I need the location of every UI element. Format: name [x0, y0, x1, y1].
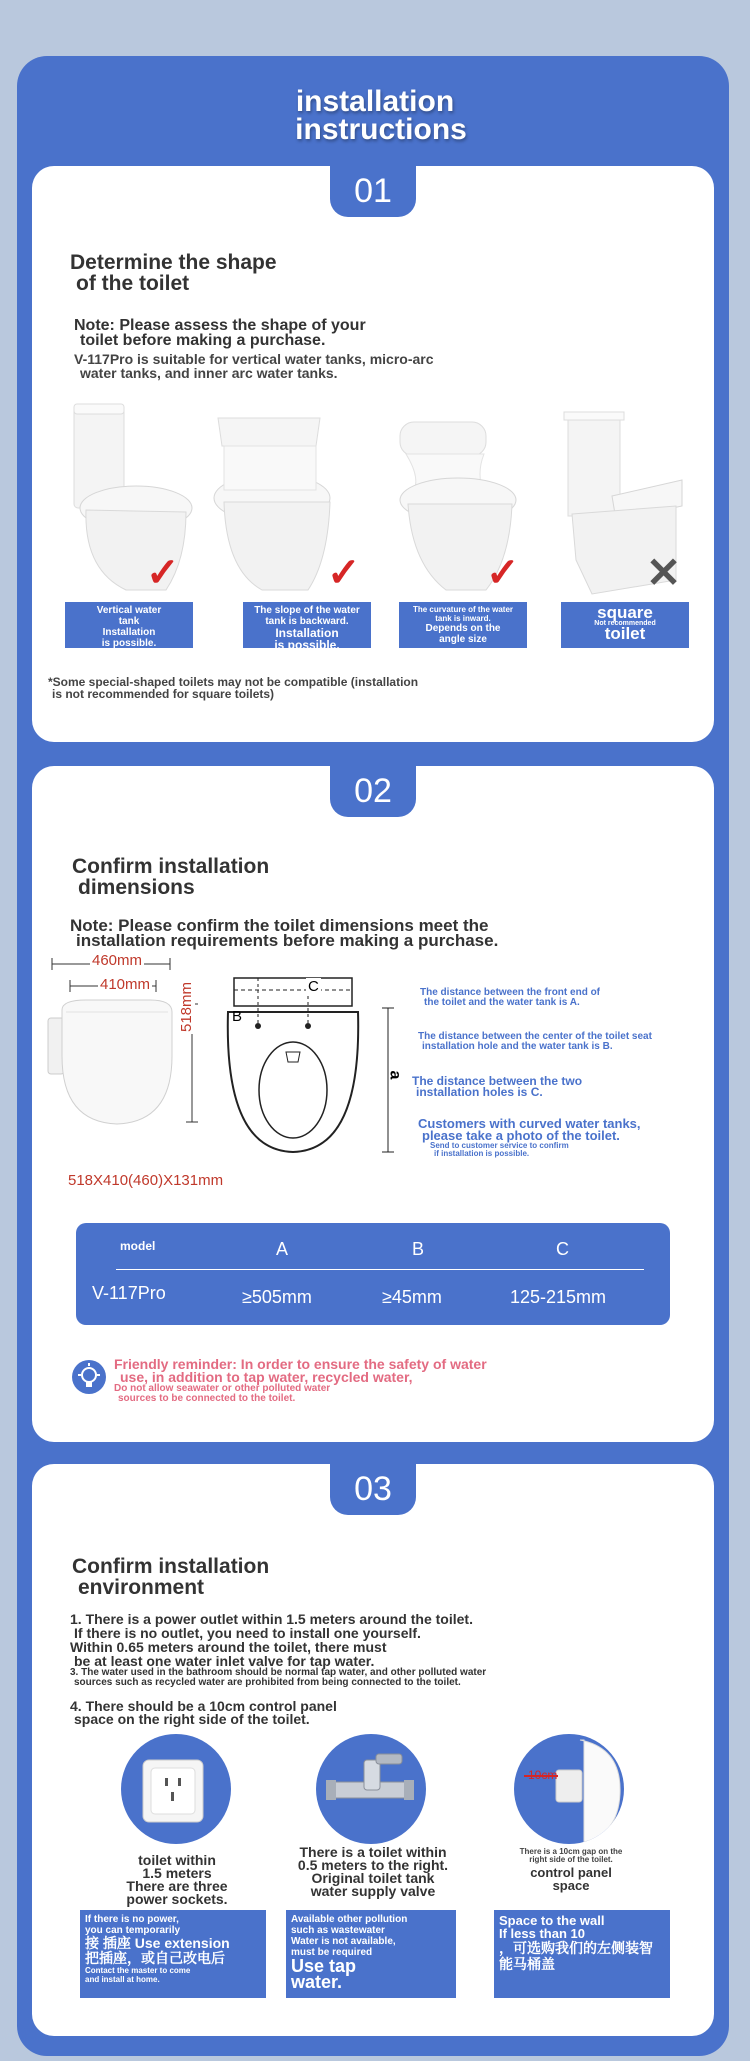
table-cell-c: 125-215mm — [510, 1287, 607, 1307]
table-header-c: C — [556, 1239, 569, 1259]
table-cell-b: ≥45mm — [382, 1287, 442, 1307]
tap-water-box: Available other pollution such as wastewater Water is not available, must be required Use tap water. — [286, 1910, 456, 1998]
toilet-label-1: Vertical water tank Installation is possible. — [65, 602, 193, 648]
section-environment-card — [32, 1464, 714, 2036]
gap-small-note: There is a 10cm gap on the right side of the toilet. — [519, 1847, 623, 1864]
no-power-box: If there is no power, you can temporarily 接 插座 Use extension 把插座，或自己改电后 Contact the master to come and install at home. — [80, 1910, 266, 1998]
x-icon: ✕ — [646, 549, 682, 596]
section-badge: 02 — [330, 765, 416, 817]
table-header-b: B — [412, 1239, 425, 1259]
diagram-label-a: a — [386, 1070, 404, 1080]
toilet-label-2: The slope of the water tank is backward. Installation is possible. — [243, 602, 371, 648]
wall-space-box: Space to the wall If less than 10 ，可选购我们的左侧装智 能马桶盖 — [494, 1910, 670, 1998]
section-shape-card — [32, 166, 714, 742]
toilet-topview-diagram — [218, 970, 418, 1160]
toilet-label-3: The curvature of the water tank is inward. Depends on the angle size — [399, 602, 527, 648]
section-heading: Confirm installation environment — [72, 1555, 270, 1599]
water-valve-image — [316, 1734, 426, 1844]
section-badge: 01 — [330, 165, 416, 217]
check-icon: ✓ — [146, 551, 180, 595]
control-panel-label: control panel space — [530, 1865, 612, 1893]
desc-b: The distance between the center of the toilet seat installation hole and the water tank is B. — [418, 1031, 652, 1052]
control-panel-gap-image — [514, 1734, 624, 1844]
diagram-label-c: C — [308, 978, 319, 995]
socket-label: toilet within 1.5 meters There are three power sockets. — [126, 1852, 228, 1907]
table-cell-model: V-117Pro — [92, 1283, 166, 1303]
check-icon: ✓ — [486, 551, 520, 595]
compatibility-note: V-117Pro is suitable for vertical water tanks, micro-arc water tanks, and inner arc water tanks. — [74, 351, 434, 381]
section-badge: 03 — [330, 1463, 416, 1515]
env-item-1: 1. There is a power outlet within 1.5 meters around the toilet. If there is no outlet, you need to install one yourself. Within 0.65 meters around the toilet, there must be at least one water inlet valve for tap water. 3. The water used in the bathroom should be normal tap water, and other polluted water sources such as recycled water are prohibited from being connected to the toilet. — [70, 1611, 487, 1688]
shape-footnote: *Some special-shaped toilets may not be compatible (installation is not recommended for square toilets) — [48, 675, 419, 701]
friendly-reminder: Friendly reminder: In order to ensure the safety of water use, in addition to tap water, recycled water, Do not allow seawater or other polluted water sources to be connected to the toilet. — [114, 1356, 487, 1404]
table-cell-a: ≥505mm — [242, 1287, 312, 1307]
desc-c: The distance between the two installation holes is C. — [412, 1074, 583, 1099]
model-spec-table — [76, 1223, 670, 1325]
lightbulb-icon — [72, 1360, 106, 1394]
gap-10cm-label: 10cm — [528, 1768, 558, 1782]
section-heading: Determine the shape of the toilet — [70, 251, 277, 295]
env-item-4: 4. There should be a 10cm control panel space on the right side of the toilet. — [70, 1698, 337, 1727]
table-header-model: model — [120, 1239, 156, 1253]
page-title: installation instructions — [295, 85, 467, 146]
dimensions-note: Note: Please confirm the toilet dimensions meet the installation requirements before making a purchase. — [70, 916, 499, 950]
power-socket-image — [121, 1734, 231, 1844]
shape-note: Note: Please assess the shape of your toilet before making a purchase. — [74, 317, 366, 349]
check-icon: ✓ — [327, 551, 361, 595]
table-header-a: A — [276, 1239, 289, 1259]
valve-label: There is a toilet within 0.5 meters to the right. Original toilet tank water supply valve — [297, 1844, 449, 1899]
toilet-label-4: square Not recommended toilet — [561, 602, 689, 648]
size-caption: 518X410(460)X131mm — [68, 1172, 224, 1189]
dim-460-label: 460mm — [92, 952, 143, 969]
dim-410-label: 410mm — [100, 976, 151, 993]
curved-tank-note: Customers with curved water tanks, please take a photo of the toilet. Send to customer service to confirm if installation is possible. — [418, 1116, 641, 1158]
table-divider — [116, 1269, 644, 1270]
section-heading: Confirm installation dimensions — [72, 855, 270, 899]
section-dimensions-card — [32, 766, 714, 1442]
diagram-label-b: B — [232, 1008, 243, 1025]
desc-a: The distance between the front end of the toilet and the water tank is A. — [420, 987, 601, 1008]
dim-518-label: 518mm — [178, 981, 195, 1032]
toilet-backward-image — [212, 410, 342, 600]
